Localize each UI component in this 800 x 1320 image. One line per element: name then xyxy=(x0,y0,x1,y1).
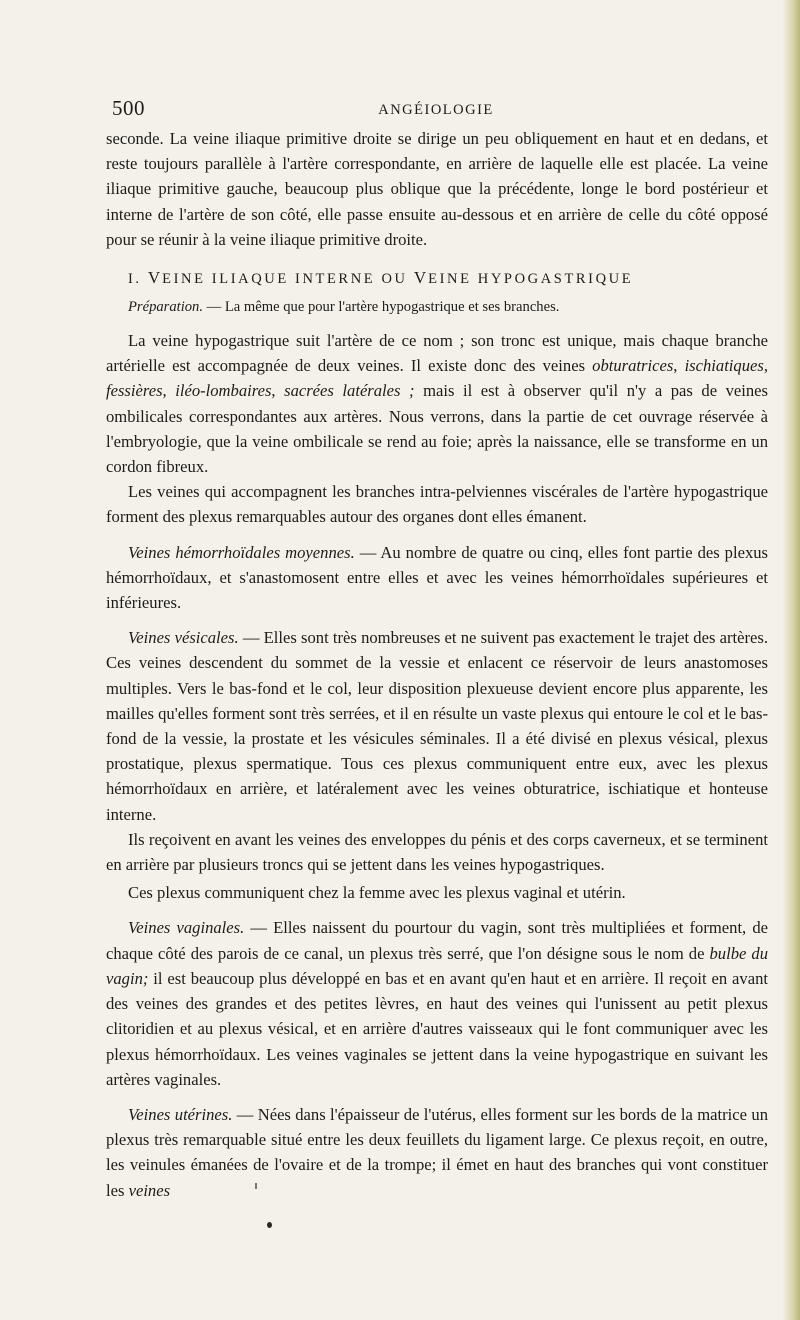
text-run: , xyxy=(271,381,285,401)
italic-text: obturatrices xyxy=(592,356,674,376)
text-run: — Au nombre de quatre ou cinq, elles font partie des plexus hémorrhoïdaux, et s'anastomosent entre elles et avec les veines hémorrhoïdales supérieures et inférieures. xyxy=(106,542,768,613)
print-dot xyxy=(267,1222,272,1228)
text-run: — Elles sont très nombreuses et ne suivent pas exactement le trajet des artères. Ces veines descendent du sommet de la vessie et enlacent ce réservoir de leurs anastomoses multiples. Vers le bas-fond et le col, leur disposition plexueuse devient encore plus apparente, les mailles qu'elles forment sont très serrées, et il en résulte un vaste plexus qui entoure le col et le bas-fond de la vessie, la prostate et les vésicules séminales. Il a été divisé en plexus vésical, plexus prostatique, plexus spermatique. Tous ces plexus communiquent entre eux, avec les plexus hémorrhoïdaux en arrière, et latéralement avec les veines obturatrice, ischiatique et honteuse interne. xyxy=(106,628,768,824)
text-run: — Elles naissent du pourtour du vagin, sont très multipliées et forment, de chaque côté des parois de ce canal, un plexus très serré, que l'on désigne sous le nom de xyxy=(106,918,768,963)
italic-text: iléo-lombaires xyxy=(175,381,272,401)
paragraph-penile-veins: Ils reçoivent en avant les veines des enveloppes du pénis et des corps caverneux, et se terminent en arrière par plusieurs troncs qui se jettent dans les veines hypogastriques. xyxy=(106,829,768,875)
running-head: ANGÉIOLOGIE xyxy=(378,102,494,118)
vaginal-label: Veines vaginales. xyxy=(128,918,245,938)
print-mark xyxy=(255,1183,257,1189)
preparation-note xyxy=(106,296,768,318)
italic-text: ischiatiques xyxy=(684,356,764,376)
text-run: , xyxy=(673,356,685,376)
italic-text: veines xyxy=(128,1180,171,1200)
italic-text: bulbe du vagin; xyxy=(106,943,769,988)
text-run: La veine hypogastrique suit l'artère de ce nom ; son tronc est unique, mais chaque branche artérielle est accompagnée de deux veines. Il existe donc des veines xyxy=(106,331,768,376)
paragraph-female-plexus: Ces plexus communiquent chez la femme avec les plexus vaginal et utérin. xyxy=(128,883,626,903)
paragraph-continuation: seconde. La veine iliaque primitive droite se dirige un peu obliquement en haut et en dedans, et reste toujours parallèle à l'artère correspondante, en arrière de laquelle elle est placée. La veine iliaque primitive gauche, beaucoup plus oblique que la précédente, longe le bord postérieur et interne de l'artère de son côté, elle passe ensuite au-dessous et en arrière de celle du côté opposé pour se réunir à la veine iliaque primitive droite. xyxy=(106,129,768,249)
uterine-label: Veines utérines. xyxy=(128,1104,233,1124)
italic-text: sacrées latérales ; xyxy=(284,381,415,401)
section-title xyxy=(106,267,768,290)
italic-text: fessières xyxy=(106,381,163,401)
page-body xyxy=(106,126,768,1203)
text-run: I. xyxy=(128,271,148,288)
paragraph-visceral-plexus: Les veines qui accompagnent les branches intra-pelviennes viscérales de l'artère hypogastrique forment des plexus remarquables autour des organes dont elles émanent. xyxy=(106,482,768,527)
text-run: mais il est à observer qu'il n'y a pas de veines ombilicales correspondantes aux artères. Nous verrons, dans la partie de cet ouvrage réservée à l'embryologie, que la veine ombilicale se rend au foie; après la naissance, elle se transforme en un cordon fibreux. xyxy=(106,381,769,477)
hemorrhoidal-label: Veines hémorrhoïdales moyennes. xyxy=(128,542,355,562)
text-run: , xyxy=(763,356,768,376)
preparation-label: Préparation. xyxy=(128,299,203,316)
text-run: , xyxy=(162,381,176,401)
page-edge xyxy=(782,0,800,1320)
paragraph-hemorrhoidal-veins xyxy=(106,540,768,616)
text-run: V xyxy=(147,268,163,288)
text-run: EINE HYPOGASTRIQUE xyxy=(428,271,634,288)
page-header xyxy=(112,96,760,124)
paragraph-vesical-veins xyxy=(106,625,768,827)
text-run: — Nées dans l'épaisseur de l'utérus, elles forment sur les bords de la matrice un plexus très remarquable situé entre les deux feuillets du ligament large. Ce plexus reçoit, en outre, les veinules émanées de l'ovaire et de la trompe; il émet en haut des branches qui vont constituer les xyxy=(106,1104,768,1200)
text-run: il est beaucoup plus développé en bas et en avant qu'en haut et en arrière. Il reçoit en avant des veines des grandes et des petites lèvres, en haut des veines qui l'unissent au petit plexus clitoridien et au plexus vésical, et en arrière d'autres vaisseaux qui le font communiquer avec les plexus hémorrhoïdaux. Les veines vaginales se jettent dans la veine hypogastrique en suivant les artères vaginales. xyxy=(106,968,768,1089)
text-run: V xyxy=(413,268,429,288)
paragraph-uterine-veins xyxy=(106,1102,768,1203)
paragraph-hypogastric-vein xyxy=(106,328,768,479)
page-number: 500 xyxy=(112,96,145,120)
vesical-label: Veines vésicales. xyxy=(128,628,239,648)
text-run: EINE ILIAQUE INTERNE OU xyxy=(162,271,414,288)
paragraph-vaginal-veins xyxy=(106,915,768,1091)
text-run: — La même que pour l'artère hypogastrique et ses branches. xyxy=(203,299,560,316)
